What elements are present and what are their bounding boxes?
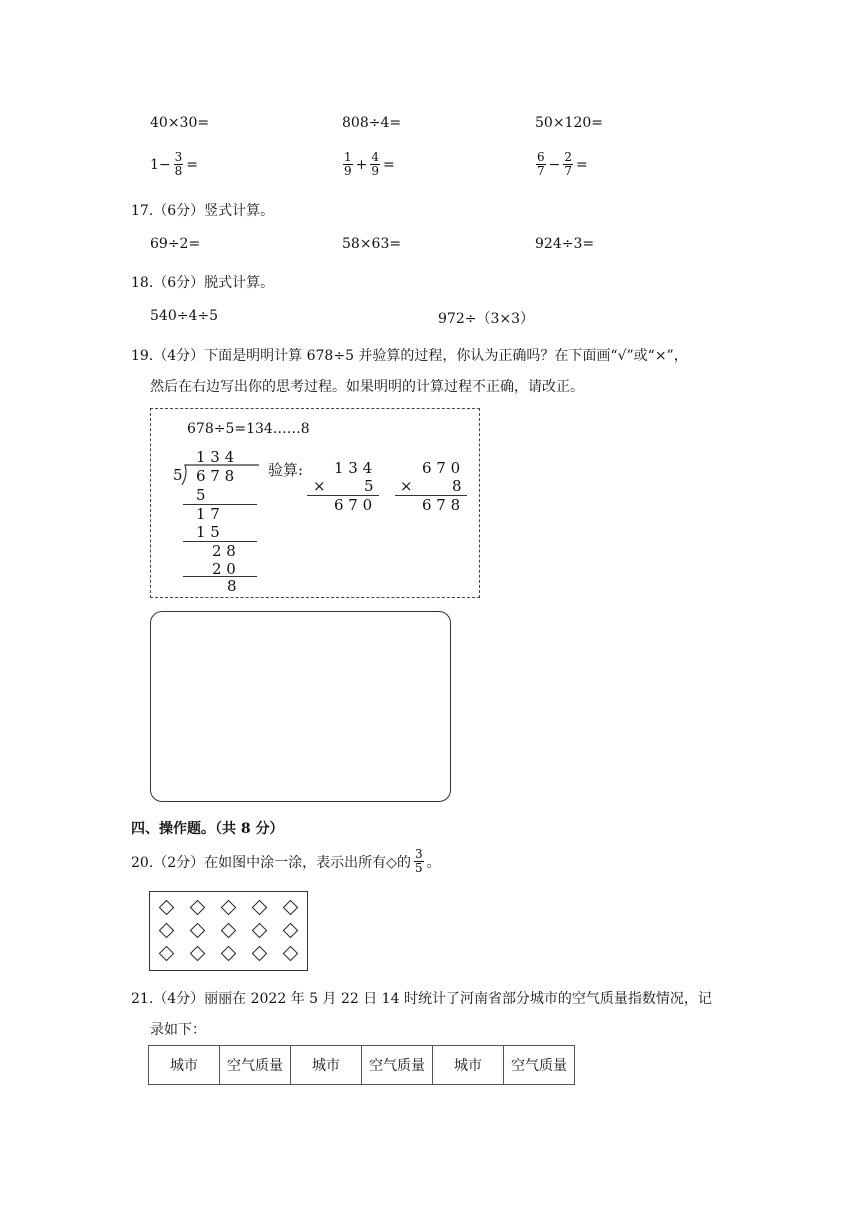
diamond-icon[interactable] bbox=[159, 946, 175, 962]
oral-calc-3: 50×120= bbox=[535, 115, 603, 131]
diamond-icon[interactable] bbox=[159, 923, 175, 939]
quotient: 1 3 4 bbox=[196, 448, 235, 466]
check2-op: × bbox=[400, 477, 413, 495]
check1-op: × bbox=[313, 477, 326, 495]
answer-box[interactable] bbox=[150, 611, 451, 802]
diamond-icon[interactable] bbox=[252, 946, 268, 962]
diamond-icon[interactable] bbox=[190, 900, 206, 916]
diamond-icon[interactable] bbox=[283, 923, 299, 939]
q17-title: 17.（6分）竖式计算。 bbox=[131, 203, 275, 219]
fraction-calc-3: $\frac{6}{7}$ − $\frac{2}{7}$ = bbox=[537, 150, 588, 178]
step-4: 2 8 bbox=[212, 542, 236, 560]
diamond-icon[interactable] bbox=[190, 946, 206, 962]
fraction-calc-1: 1− $\frac{3}{8}$ = bbox=[150, 150, 199, 178]
fraction-calc-2: $\frac{1}{9}$ + $\frac{4}{9}$ = bbox=[344, 150, 395, 178]
division-line bbox=[183, 504, 257, 505]
q19-line-1: 19.（4分）下面是明明计算 678÷5 并验算的过程，你认为正确吗？在下面画“√”或“×”， bbox=[131, 348, 688, 364]
header-air-quality: 空气质量 bbox=[504, 1046, 575, 1085]
diamond-icon[interactable] bbox=[252, 923, 268, 939]
fraction: $\frac{6}{7}$ bbox=[537, 150, 545, 178]
q17-item-3: 924÷3= bbox=[535, 236, 595, 252]
diamond-icon[interactable] bbox=[283, 900, 299, 916]
diamond-icon[interactable] bbox=[283, 946, 299, 962]
division-equation: 678÷5=134……8 bbox=[187, 421, 310, 437]
check2-result: 6 7 8 bbox=[422, 496, 461, 514]
oral-calc-1: 40×30= bbox=[150, 115, 210, 131]
diamond-icon[interactable] bbox=[221, 900, 237, 916]
diamond-icon[interactable] bbox=[190, 923, 206, 939]
check2-bottom: 8 bbox=[452, 477, 462, 495]
q17-item-1: 69÷2= bbox=[150, 236, 201, 252]
section-title: 四、操作题。（共 8 分） bbox=[131, 821, 284, 837]
dividend: 6 7 8 bbox=[196, 467, 235, 485]
check-label: 验算: bbox=[268, 461, 304, 479]
diamond-grid bbox=[149, 891, 308, 971]
diamond-icon[interactable] bbox=[221, 946, 237, 962]
fraction: $\frac{3}{8}$ bbox=[174, 150, 183, 178]
diamond-icon[interactable] bbox=[159, 900, 175, 916]
check1-result: 6 7 0 bbox=[334, 496, 373, 514]
step-2: 1 7 bbox=[196, 505, 220, 523]
step-5: 2 0 bbox=[212, 560, 236, 578]
step-3: 1 5 bbox=[196, 523, 220, 541]
header-city: 城市 bbox=[149, 1046, 220, 1085]
q19-line-2: 然后在右边写出你的思考过程。如果明明的计算过程不正确，请改正。 bbox=[150, 379, 584, 395]
header-air-quality: 空气质量 bbox=[220, 1046, 291, 1085]
fraction: $\frac{4}{9}$ bbox=[371, 150, 380, 178]
check1-top: 1 3 4 bbox=[334, 459, 373, 477]
header-city: 城市 bbox=[291, 1046, 362, 1085]
header-air-quality: 空气质量 bbox=[362, 1046, 433, 1085]
check2-top: 6 7 0 bbox=[422, 459, 461, 477]
header-city: 城市 bbox=[433, 1046, 504, 1085]
air-quality-table bbox=[148, 1045, 575, 1085]
q18-item-1: 540÷4÷5 bbox=[150, 308, 218, 324]
q17-item-2: 58×63= bbox=[342, 236, 402, 252]
diamond-icon[interactable] bbox=[252, 900, 268, 916]
q21-line-1: 21.（4分）丽丽在 2022 年 5 月 22 日 14 时统计了河南省部分城市的空气质量指数情况，记 bbox=[131, 991, 712, 1007]
division-line bbox=[183, 576, 257, 577]
q21-line-2: 录如下： bbox=[150, 1022, 206, 1038]
divisor: 5 bbox=[173, 466, 183, 484]
q18-title: 18.（6分）脱式计算。 bbox=[131, 275, 275, 291]
diamond-icon[interactable] bbox=[221, 923, 237, 939]
oral-calc-2: 808÷4= bbox=[342, 115, 402, 131]
q20-title: 20.（2分）在如图中涂一涂，表示出所有◇的 $\frac{3}{5}$ 。 bbox=[131, 847, 441, 875]
fraction: $\frac{1}{9}$ bbox=[344, 150, 352, 178]
step-6: 8 bbox=[227, 577, 237, 595]
fraction: $\frac{2}{7}$ bbox=[564, 150, 573, 178]
table-row bbox=[149, 1046, 575, 1085]
q18-item-2: 972÷（3×3） bbox=[438, 311, 534, 327]
check1-bottom: 5 bbox=[364, 477, 374, 495]
step-1: 5 bbox=[196, 486, 206, 504]
fraction: $\frac{3}{5}$ bbox=[414, 847, 423, 875]
